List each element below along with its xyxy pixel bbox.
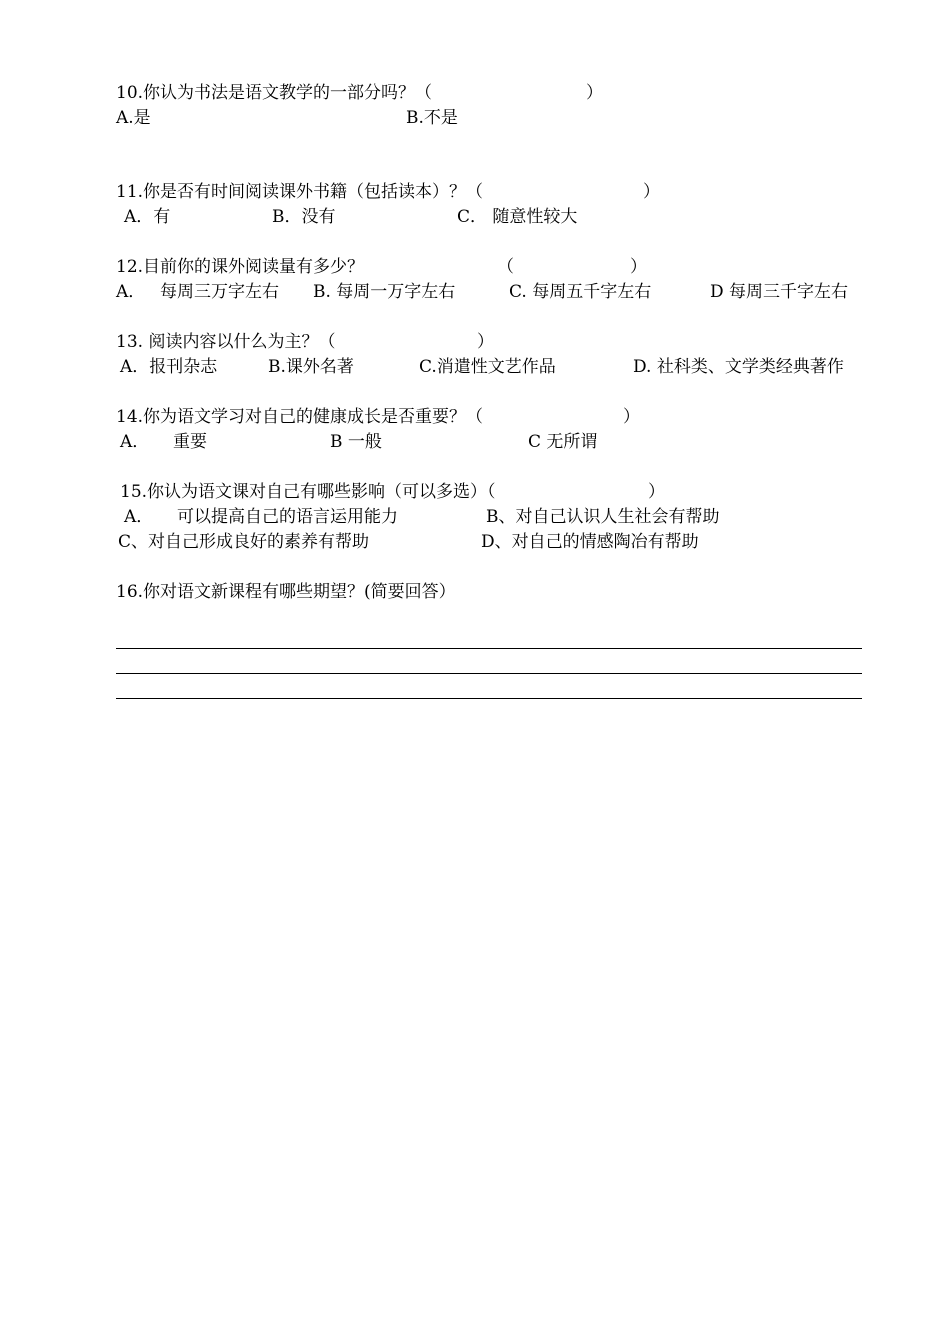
question-12-option-b: B. 每周一万字左右 xyxy=(313,282,456,302)
question-11-prompt: 11.你是否有时间阅读课外书籍（包括读本）？（ xyxy=(116,182,484,202)
question-13-option-d: D. 社科类、文学类经典著作 xyxy=(633,357,844,377)
answer-line-3[interactable] xyxy=(116,698,862,699)
question-15-option-d: D、对自己的情感陶冶有帮助 xyxy=(481,532,699,552)
question-13-option-c: C.消遣性文艺作品 xyxy=(419,357,556,377)
question-13-option-b: B.课外名著 xyxy=(268,357,354,377)
question-11-option-b: B．没有 xyxy=(272,207,336,227)
question-14-option-b: B 一般 xyxy=(330,432,382,452)
question-14-option-a-letter: A． xyxy=(120,432,150,452)
question-13-option-a: A．报刊杂志 xyxy=(120,357,218,377)
answer-line-2[interactable] xyxy=(116,673,862,674)
question-13-prompt: 13. 阅读内容以什么为主？（ xyxy=(116,332,336,352)
question-10-option-b: B.不是 xyxy=(406,108,458,128)
question-15-option-c: C、对自己形成良好的素养有帮助 xyxy=(118,532,370,552)
question-12-prompt: 12.目前你的课外阅读量有多少？ xyxy=(116,257,365,277)
question-12-option-a-letter: A． xyxy=(116,282,146,302)
question-10-prompt: 10.你认为书法是语文教学的一部分吗？（ xyxy=(116,83,433,103)
question-12-option-c: C. 每周五千字左右 xyxy=(509,282,652,302)
question-11-answer-close: ） xyxy=(643,182,660,202)
answer-line-1[interactable] xyxy=(116,648,862,649)
question-15-option-a: 可以提高自己的语言运用能力 xyxy=(177,507,398,527)
question-14-prompt: 14.你为语文学习对自己的健康成长是否重要？（ xyxy=(116,407,484,427)
question-14-answer-close: ） xyxy=(623,407,640,427)
question-15-answer-close: ） xyxy=(648,482,665,502)
question-15-option-b: B、对自己认识人生社会有帮助 xyxy=(486,507,720,527)
question-13-answer-close: ） xyxy=(477,332,494,352)
question-10-answer-close: ） xyxy=(586,83,603,103)
question-11-option-a: A．有 xyxy=(124,207,171,227)
question-15-prompt: 15.你认为语文课对自己有哪些影响（可以多选）（ xyxy=(120,482,496,502)
question-15-option-a-letter: A． xyxy=(124,507,154,527)
question-12-answer-open: （ xyxy=(497,257,514,277)
question-12-option-a: 每周三万字左右 xyxy=(160,282,279,302)
question-11-option-c: C． 随意性较大 xyxy=(457,207,578,227)
question-14-option-a: 重要 xyxy=(173,432,207,452)
question-16-prompt: 16.你对语文新课程有哪些期望？(简要回答） xyxy=(116,582,456,602)
question-14-option-c: C 无所谓 xyxy=(528,432,598,452)
question-10-option-a: A.是 xyxy=(116,108,151,128)
question-12-option-d: D 每周三千字左右 xyxy=(710,282,849,302)
question-12-answer-close: ） xyxy=(630,257,647,277)
